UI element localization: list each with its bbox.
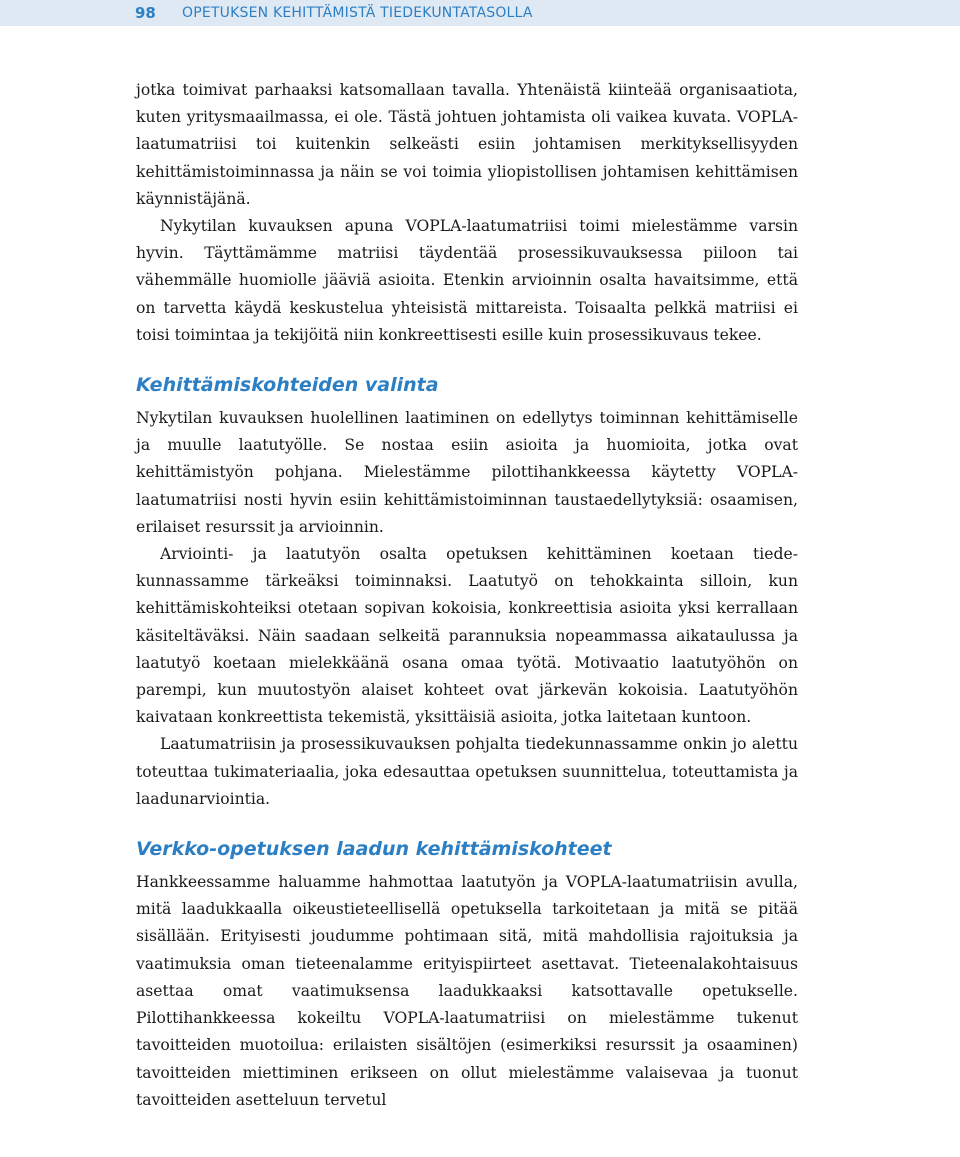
paragraph-6: Hankkeessamme haluamme hahmottaa laatutyön ja VOPLA-laatumatriisin avulla, mitä laadukkaalla oikeustieteellisellä opetuksella tarkoitetaan ja mitä se pitää sisällään. Erityisesti joudumme pohtimaan sitä, mitä mahdollisia rajoituksia ja vaatimuksia oman tieteenalamme erityispiirteet asettavat. Tieteenalakohtaisuus asettaa omat vaatimuksensa laadukkaaksi katsottavalle opetukselle. Pilottihankkeessa kokeiltu VOPLA-laatumatriisi on mielestämme tukenut tavoitteiden muotoilua: erilaisten sisältöjen (esimerkiksi resurssit ja osaaminen) tavoitteiden miettiminen erikseen on ollut mielestämme valaisevaa ja tuonut tavoitteiden asetteluun tervetul [136, 873, 798, 1109]
paragraph-2: Nykytilan kuvauksen apuna VOPLA-laatumatriisi toimi mielestämme varsin hyvin. Täyttämämme matriisi täydentää prosessikuvauksessa piiloon tai vähemmälle huomiolle jääviä asioita. Etenkin arvioinnin osalta havaitsimme, että on tarvetta käydä keskustelua yhteisistä mittareista. Toisaalta pelkkä matriisi ei toisi toimintaa ja tekijöitä niin konkreettisesti esille kuin prosessikuvaus tekee. [136, 217, 798, 344]
paragraph-4: Arviointi- ja laatutyön osalta opetuksen kehittäminen koetaan tiedekunnassamme tärkeäksi toiminnaksi. Laatutyö on tehokkainta silloin, kun kehittämiskohteiksi otetaan sopivan kokoisia, konkreettisia asioita yksi kerrallaan käsiteltäväksi. Näin saadaan selkeitä parannuksia nopeammassa aikataulussa ja laatutyö koetaan mielekkäänä osana omaa työtä. Motivaatio laatutyöhön on parempi, kun muutostyön alaiset kohteet ovat järkevän kokoisia. Laatutyöhön kaivataan konkreettista tekemistä, yksittäisiä asioita, jotka laitetaan kuntoon. [136, 545, 798, 727]
paragraph-5: Laatumatriisin ja prosessikuvauksen pohjalta tiedekunnassamme onkin jo alettu toteuttaa tukimateriaalia, joka edesauttaa opetuksen suunnittelua, toteuttamista ja laadunarviointia. [136, 735, 798, 808]
paragraph-1: jotka toimivat parhaaksi katsomallaan tavalla. Yhtenäistä kiinteää organisaatiota, kuten yritysmaailmassa, ei ole. Tästä johtuen johtamista oli vaikea kuvata. VOPLA-laatumatriisi toi kuitenkin selkeästi esiin johtamisen merkityksellisyyden kehittämistoiminnassa ja näin se voi toimia yliopistollisen johtamisen kehittämisen käynnistäjänä. [136, 81, 798, 208]
running-header [0, 0, 960, 26]
page-body [136, 77, 798, 1114]
section-heading-verkko-opetuksen-laatu: Verkko-opetuksen laadun kehittämiskohteet [136, 838, 612, 861]
page-number: 98 [135, 4, 156, 22]
section-heading-kehittamiskohteiden-valinta: Kehittämiskohteiden valinta [136, 374, 439, 397]
running-title: OPETUKSEN KEHITTÄMISTÄ TIEDEKUNTATASOLLA [182, 5, 533, 21]
paragraph-3: Nykytilan kuvauksen huolellinen laatiminen on edellytys toiminnan kehittämiselle ja muulle laatutyölle. Se nostaa esiin asioita ja huomioita, jotka ovat kehittämistyön pohjana. Mielestämme pilottihankkeessa käytetty VOPLA-laatumatriisi nosti hyvin esiin kehittämistoiminnan taustaedellytyksiä: osaamisen, erilaiset resurssit ja arvioinnin. [136, 409, 798, 536]
